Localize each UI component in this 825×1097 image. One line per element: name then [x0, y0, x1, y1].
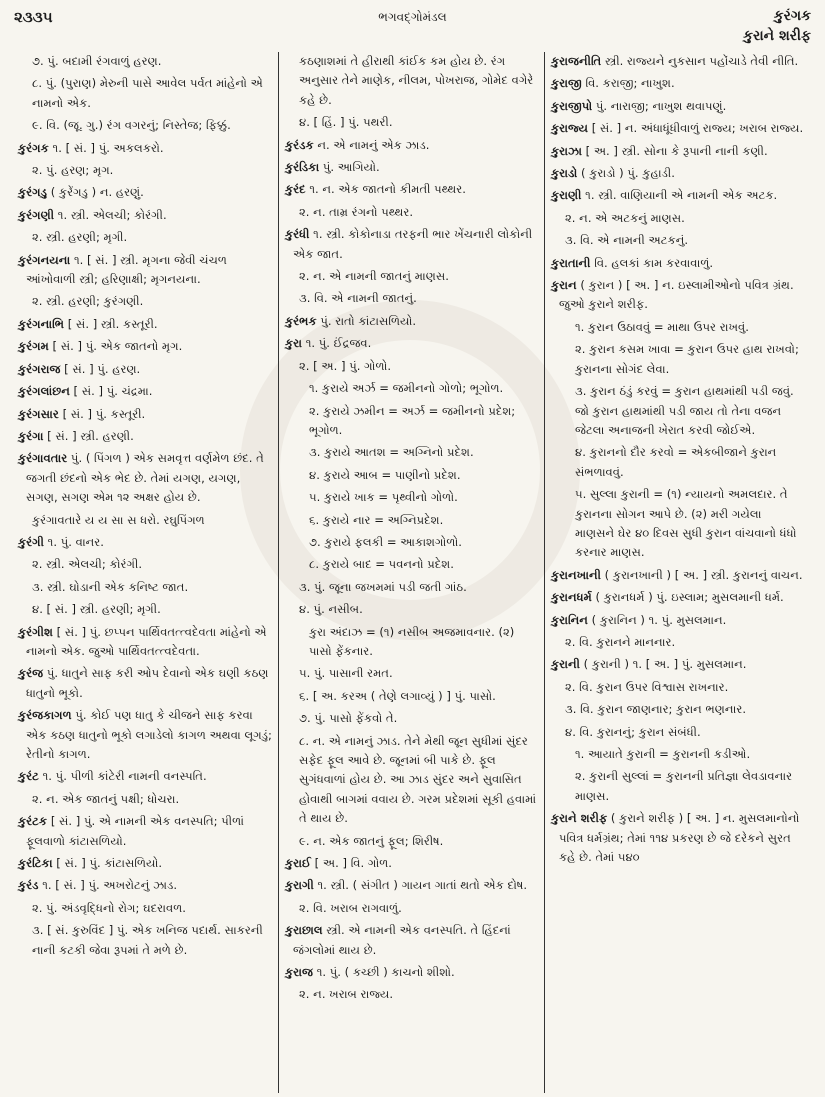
dictionary-entry — [18, 767, 272, 786]
dictionary-entry — [551, 745, 804, 764]
headword: કુરંગસાર — [18, 406, 59, 421]
headword: કુરા — [285, 336, 303, 351]
dictionary-entry — [551, 74, 804, 93]
definition-text: ( કુરાનખાની ) [ અ. ] સ્ત્રી. કુરાનનું વાચન. — [604, 567, 803, 582]
dictionary-entry — [285, 225, 538, 264]
definition-text: [ સં. ] પું. એક જાતનો મૃગ. — [52, 339, 183, 354]
definition-text: ૫. કુરાયે ખાક = પૃથ્વીનો ગોળો. — [309, 490, 458, 505]
dictionary-entry — [18, 533, 272, 552]
headword: કુરાતાની — [551, 255, 591, 270]
dictionary-entry — [551, 52, 804, 71]
definition-text: પું. ( પિંગળ ) એક સમવૃત્ત વર્ણમેળ છંદ. તે જગતી છંદનો એક ભેદ છે. તેમાં યગણ, યગણ, સગણ, સગણ એમ ૧૨ અક્ષર હોય છે. — [26, 451, 264, 505]
dictionary-entry — [18, 337, 272, 356]
definition-text: ૪. વિ. કુરાનનું; કુરાન સંબંધી. — [565, 724, 701, 739]
definition-text: ( કુરાન ) [ અ. ] ન. ઇસ્લામીઓનો પવિત્ર ગ્રંથ. જુઓ કુરાને શરીફ. — [559, 278, 794, 312]
definition-text: ૨. વિ. કુરાન ઉપર વિશ્વાસ રાખનાર. — [565, 679, 729, 694]
dictionary-entry — [551, 97, 804, 116]
dictionary-entry — [551, 588, 804, 607]
dictionary-entry — [285, 921, 538, 960]
definition-text: ૨. વિ. કુરાનને માનનાર. — [565, 634, 676, 649]
definition-text: ૧. સ્ત્રી. વાણિયાની એ નામની એક અટક. — [585, 188, 778, 203]
headword: કુરંગા — [18, 428, 44, 443]
page-header — [14, 6, 811, 50]
definition-text: ૧. સ્ત્રી. એલચી; કોરંગી. — [57, 207, 167, 222]
dictionary-entry — [285, 876, 538, 895]
definition-text: ૭. પું. પાસો ફેંકવો તે. — [299, 711, 398, 726]
dictionary-entry — [551, 633, 804, 652]
definition-text: [ સં. ] પું. એ નામની એક વનસ્પતિ; પીળાં ફૂલવાળો કાંટાસળિયો. — [26, 814, 244, 848]
guide-words — [743, 6, 811, 46]
definition-text: [ અ. ] સ્ત્રી. સોના કે રૂપાની નાની કણી. — [585, 143, 768, 158]
definition-text: કઠણાશમાં તે હીરાથી કાંઈક કમ હોય છે. રંગ અનુસાર તેને માણેક, નીલમ, પોખરાજ, ગોમેદ વગેરે કહે છે. — [299, 54, 534, 107]
dictionary-entry — [551, 723, 804, 742]
dictionary-entry — [285, 267, 538, 286]
definition-text: ૭. કુરાયે ફલકી = આકાશગોળો. — [309, 534, 462, 549]
headword: કુરંડ — [18, 878, 39, 893]
dictionary-entry — [18, 790, 272, 809]
definition-text: ૨. સ્ત્રી. હરણી; મૃગી. — [32, 230, 128, 245]
definition-text: ૩. કુરાન ઠંડું કરવું = કુરાન હાથમાંથી પડી જવું. જો કુરાન હાથમાંથી પડી જાય તો તેના વજન જેટલા અનાજની ખેરાત કરવી જોઈએ. — [575, 384, 794, 437]
definition-text: ( કુરેંગડુ ) ન. હરણું. — [50, 185, 144, 200]
dictionary-entry — [18, 292, 272, 311]
definition-text: ૨. સ્ત્રી. એલચી; કોરંગી. — [32, 557, 143, 572]
headword: કુરાનખાની — [551, 567, 601, 582]
dictionary-entry — [18, 555, 272, 574]
definition-text: ૪. પું. નસીબ. — [299, 602, 363, 617]
dictionary-entry — [18, 427, 272, 446]
definition-text: કુરંગાવતારે ય ય સા સ ધરો. રઘુપિંગળ — [32, 512, 205, 527]
dictionary-entry — [551, 655, 804, 674]
dictionary-entry — [285, 664, 538, 683]
dictionary-entry — [551, 767, 804, 806]
dictionary-entry — [551, 700, 804, 719]
headword: કુરાગી — [285, 878, 314, 893]
dictionary-entry — [285, 854, 538, 873]
definition-text: ૮. પું. (પુરાણ) મેરુની પાસે આવેલ પર્વત માંહેનો એ નામનો એક. — [32, 76, 263, 110]
definition-text: વિ. હલકાં કામ કરવાવાળું. — [594, 255, 714, 270]
headword: કુરંજ — [18, 666, 44, 681]
definition-text: ૧. કુરાન ઉઠાવવું = માથા ઉપર રાખવું. — [575, 319, 749, 334]
definition-text: ૧. [ સં. ] સ્ત્રી. મૃગના જેવી ચંચળ આંખોવાળી સ્ત્રી; હરિણાક્ષી; મૃગનયના. — [26, 252, 227, 287]
dictionary-entry — [285, 180, 538, 199]
headword: કુરંટિકા — [18, 856, 53, 871]
headword: કુરાજ્ય — [551, 121, 588, 136]
definition-text: સ્ત્રી. રાજ્યને નુકસાન પહોંચાડે તેવી નીતિ. — [604, 54, 799, 68]
headword: કુરંજકાગળ — [18, 708, 72, 723]
headword: કુરાણી — [551, 188, 582, 203]
dictionary-entry — [18, 183, 272, 202]
definition-text: ૨. સ્ત્રી. હરણી; કુરંગણી. — [32, 294, 144, 309]
definition-text: ૧. કુરાયે અર્ઝ = જમીનનો ગોળો; ભૂગોળ. — [309, 381, 504, 396]
headword: કુરાને શરીફ — [551, 811, 608, 826]
definition-text: કુરા અંદાઝ = (૧) નસીબ અજમાવનાર. (૨) પાસો ફેંકનાર. — [309, 624, 515, 658]
dictionary-entry — [285, 357, 538, 376]
dictionary-entry — [551, 809, 804, 867]
dictionary-entry — [18, 449, 272, 507]
definition-text: ૩. કુરાયે આતશ = અગ્નિનો પ્રદેશ. — [309, 445, 474, 460]
definition-text: [ સં. ] સ્ત્રી. કસ્તૂરી. — [67, 316, 158, 331]
definition-text: ૫. પું. પાસાની રમત. — [299, 666, 393, 681]
headword: કુરંટ — [18, 769, 39, 784]
page-number: ૨૩૩૫ — [14, 8, 53, 26]
headword: કુરંગડુ — [18, 185, 48, 200]
dictionary-entry — [551, 276, 804, 315]
dictionary-entry — [551, 678, 804, 697]
definition-text: ૨. પું. હરણ; મૃગ. — [32, 163, 114, 178]
dictionary-entry — [18, 251, 272, 290]
definition-text: પું. આગિયો. — [322, 160, 380, 175]
definition-text: ( કુરાનધર્મ ) પું. ઇસ્લામ; મુસલમાની ધર્મ. — [595, 590, 784, 605]
dictionary-entry — [285, 709, 538, 728]
column-2 — [278, 52, 544, 1093]
definition-text: ૩. પું. જૂના જખમમાં પડી જતી ગાંઠ. — [299, 579, 467, 594]
headword: કુરંગણી — [18, 207, 55, 222]
dictionary-entry — [18, 405, 272, 424]
dictionary-entry — [285, 623, 538, 662]
definition-text: ૭. પું. બદામી રંગવાળું હરણ. — [32, 54, 162, 68]
definition-text: ૨. ન. તામ્ર રંગનો પથ્થર. — [299, 204, 414, 219]
definition-text: ન. એ નામનું એક ઝાડ. — [317, 137, 430, 152]
dictionary-entry — [18, 812, 272, 851]
definition-text: ૧. પું. ( કચ્છી ) કાચનો શીશો. — [316, 965, 455, 980]
headword: કુરંગાવતાર — [18, 451, 68, 466]
dictionary-entry — [551, 231, 804, 250]
headword: કુરાનિન — [551, 612, 588, 627]
definition-text: ૨. વિ. ખરાબ રાગવાળું. — [299, 900, 402, 915]
definition-text: [ સં. ] પું. ચંદ્રમા. — [73, 384, 153, 399]
definition-text: ૧. [ સં. ] પું. અકલકરો. — [52, 140, 164, 155]
headword: કુરાની — [551, 657, 580, 672]
dictionary-entry — [18, 921, 272, 960]
dictionary-entry — [285, 52, 538, 110]
definition-text: [ સં. ] ન. અંધાધૂંધીવાળું રાજ્ય; ખરાબ રાજ્ય. — [591, 121, 804, 136]
definition-text: ( કુરાની ) ૧. [ અ. ] પું. મુસલમાન. — [583, 657, 747, 672]
definition-text: ૨. [ અ. ] પું. ગોળો. — [299, 358, 392, 373]
definition-text: ૨. ન. એ અટકનું માણસ. — [565, 210, 685, 225]
headword: કુરાજીપો — [551, 98, 593, 113]
definition-text: ૨. કુરાની સુલ્લાં = કુરાનની પ્રતિજ્ઞા લેવડાવનાર માણસ. — [575, 769, 793, 803]
definition-text: ૬. [ અ. કરઅ ( તેણે લગાવ્યું ) ] પું. પાસો. — [299, 688, 496, 703]
definition-text: ૮. ન. એ નામનું ઝાડ. તેને મેથી જૂન સુધીમાં સુંદર સફેદ ફૂલ આવે છે. જૂનમાં બી પાકે છે. ફૂલ સુગંધવાળાં હોય છે. આ ઝાડ સુંદર અને સુવાસિત હોવાથી બાગમાં વવાય છે. ગરમ પ્રદેશમાં સૂકી હવામાં તે થાય છે. — [299, 733, 537, 826]
dictionary-entry — [18, 74, 272, 113]
column-1 — [12, 52, 278, 1093]
dictionary-entry — [18, 876, 272, 895]
definition-text: ( કુરાડો ) પું. કુહાડી. — [580, 166, 675, 181]
dictionary-entry — [18, 899, 272, 918]
definition-text: [ સં. ] પું. છપ્પન પાર્થિવતત્ત્વદેવતા માંહેનો એ નામનો એક. જુઓ પાર્થિવતત્ત્વદેવતા. — [26, 624, 267, 658]
dictionary-entry — [285, 443, 538, 462]
dictionary-entry — [285, 203, 538, 222]
dictionary-entry — [551, 119, 804, 138]
dictionary-entry — [285, 578, 538, 597]
dictionary-entry — [285, 312, 538, 331]
definition-text: ૮. કુરાયે બાદ = પવનનો પ્રદેશ. — [309, 557, 454, 572]
definition-text: ૨. કુરાન કસમ ખાવા = કુરાન ઉપર હાથ રાખવો; કુરાનના સોગંદ લેવા. — [575, 342, 799, 376]
definition-text: ૧. પું. ઈંદ્રજવ. — [305, 336, 372, 351]
definition-text: ૨. ન. ખરાબ રાજ્ય. — [299, 987, 394, 1002]
dictionary-entry — [18, 578, 272, 597]
dictionary-entry — [285, 113, 538, 132]
definition-text: [ સં. ] પું. હરણ. — [64, 361, 141, 376]
dictionary-entry — [18, 52, 272, 71]
definition-text: ૧. પું. પીળી કાંટેરી નામની વનસ્પતિ. — [42, 769, 207, 784]
definition-text: સ્ત્રી. એ નામની એક વનસ્પતિ. તે હિંદનાં જંગલોમાં થાય છે. — [293, 923, 511, 957]
dictionary-entry — [18, 623, 272, 662]
headword: કુરંટક — [18, 814, 48, 829]
headword: કુરંગમ — [18, 339, 49, 354]
dictionary-entry — [285, 488, 538, 507]
definition-text: ૧. પું. વાનર. — [47, 534, 104, 549]
column-3 — [544, 52, 810, 1093]
headword: કુરાજી — [551, 76, 582, 91]
definition-text: પું. કોઈ પણ ધાતુ કે ચીજને સાફ કરવા એક કઠણ ધાતુનો ભૂકો લગાડેલો કાગળ અથવા લૂગડું; રેતીનો કાગળ. — [26, 708, 272, 761]
headword: કુરાઈ — [285, 856, 311, 871]
dictionary-entry — [285, 334, 538, 353]
definition-text: ૨. કુરાયે ઝમીન = અર્ઝ = જમીનનો પ્રદેશ; ભૂગોળ. — [309, 403, 516, 437]
dictionary-entry — [285, 289, 538, 308]
dictionary-entry — [551, 566, 804, 585]
definition-text: ૩. વિ. એ નામની જાતનું. — [299, 291, 417, 306]
definition-text: પું. ધાતુને સાફ કરી ઓપ દેવાનો એક ઘણી કઠણ ધાતુનો ભૂકો. — [26, 666, 269, 700]
dictionary-entry — [285, 600, 538, 619]
definition-text: [ સં. ] પું. કસ્તૂરી. — [62, 406, 146, 421]
dictionary-entry — [18, 161, 272, 180]
dictionary-entry — [551, 611, 804, 630]
definition-text: ૫. સુલ્લા કુરાની = (૧) ન્યાયનો અમલદાર. તે કુરાનના સોગન આપે છે. (૨) મરી ગયેલા માણસને ઘેર ૪૦ દિવસ સુધી કુરાન વાંચવાનો ધંધો કરનાર માણસ. — [575, 487, 797, 560]
definition-text: ( કુરાને શરીફ ) [ અ. ] ન. મુસલમાનોનો પવિત્ર ધર્મગ્રંથ; તેમાં ૧૧૪ પ્રકરણ છે જે દરેકને સુરત કહે છે. તેમાં ૫૪૦ — [559, 811, 800, 865]
definition-text: વિ. કરાજી; નાખુશ. — [585, 76, 675, 91]
definition-text: ૧. સ્ત્રી. ( સંગીત ) ગાયન ગાતાં થતો એક દોષ. — [317, 878, 528, 893]
dictionary-entry — [285, 466, 538, 485]
dictionary-entry — [551, 340, 804, 379]
headword: કુરંગક — [18, 140, 49, 155]
definition-text: ૯. ન. એક જાતનું ફૂલ; શિરીષ. — [299, 833, 444, 848]
dictionary-entry — [285, 379, 538, 398]
definition-text: ૪. [ સં. ] સ્ત્રી. હરણી; મૃગી. — [32, 602, 161, 617]
dictionary-entry — [285, 136, 538, 155]
headword: કુરંદ — [285, 182, 306, 197]
dictionary-entry — [551, 318, 804, 337]
definition-text: [ સં. ] સ્ત્રી. હરણી. — [47, 428, 134, 443]
dictionary-entry — [285, 985, 538, 1004]
dictionary-entry — [18, 360, 272, 379]
book-title: ભગવદ્ગોમંડલ — [378, 10, 447, 24]
definition-text: ૪. [ હિં. ] પું. પથરી. — [299, 115, 393, 130]
definition-text: પું. રાતો કાંટાસળિયો. — [320, 313, 417, 328]
dictionary-entry — [551, 186, 804, 205]
headword: કુરંભક — [285, 313, 317, 328]
dictionary-entry — [551, 142, 804, 161]
dictionary-entry — [18, 228, 272, 247]
definition-text: ૩. સ્ત્રી. ઘોડાની એક કનિષ્ટ જાત. — [32, 579, 189, 594]
dictionary-entry — [18, 206, 272, 225]
headword: કુરંગલાંછન — [18, 384, 70, 399]
definition-text: ૧. ન. એક જાતનો કીમતી પથ્થર. — [309, 182, 466, 197]
dictionary-entry — [18, 600, 272, 619]
definition-text: ૩. વિ. કુરાન જાણનાર; કુરાન ભણનાર. — [565, 702, 747, 717]
dictionary-entry — [285, 732, 538, 829]
definition-text: ૩. [ સં. કુરુવિંદ ] પું. એક ખનિજ પદાર્થ. સાકરની નાની કટકી જેવા રૂપમાં તે મળે છે. — [32, 923, 263, 957]
dictionary-entry — [285, 963, 538, 982]
definition-text: ( કુરાનિન ) ૧. પું. મુસલમાન. — [591, 612, 727, 627]
dictionary-entry — [18, 315, 272, 334]
dictionary-entry — [285, 158, 538, 177]
definition-text: ૬. કુરાયે નાર = અગ્નિપ્રદેશ. — [309, 512, 444, 527]
dictionary-entry — [285, 511, 538, 530]
dictionary-entry — [285, 555, 538, 574]
dictionary-entry — [285, 687, 538, 706]
headword: કુરાછાલ — [285, 923, 323, 938]
guide-word-last: કુરાને શરીફ — [743, 28, 811, 44]
dictionary-entry — [18, 511, 272, 530]
dictionary-entry — [18, 664, 272, 703]
definition-text: ૧. [ સં. ] પું. અખરોટનું ઝાડ. — [42, 878, 178, 893]
dictionary-entry — [285, 832, 538, 851]
dictionary-entry — [551, 382, 804, 440]
dictionary-entry — [551, 443, 804, 482]
headword: કુરંગનયના — [18, 252, 71, 267]
dictionary-entry — [18, 706, 272, 764]
definition-text: ૯. વિ. (જૂ. ગુ.) રંગ વગરનું; નિસ્તેજ; ફિક્કું. — [32, 118, 231, 133]
definition-text: ૩. વિ. એ નામની અટકનું. — [565, 233, 689, 248]
definition-text: ૪. કુરાયે આબ = પાણીનો પ્રદેશ. — [309, 467, 461, 482]
definition-text: ૨. ન. એ નામની જાતનું માણસ. — [299, 269, 449, 284]
definition-text: ૨. ન. એક જાતનું પક્ષી; ધોચરા. — [32, 791, 180, 806]
dictionary-entry — [18, 382, 272, 401]
dictionary-entry — [285, 533, 538, 552]
headword: કુરંગી — [18, 534, 44, 549]
headword: કુરંગીશ — [18, 624, 53, 639]
dictionary-entry — [18, 116, 272, 135]
dictionary-columns — [12, 52, 815, 1093]
headword: કુરંગરાજ — [18, 361, 61, 376]
definition-text: ૨. પું. અંડવૃદ્ધિનો રોગ; ઘદરાવળ. — [32, 900, 186, 915]
dictionary-entry — [18, 139, 272, 158]
headword: કુરાજનીતિ — [551, 54, 602, 68]
guide-word-first: કુરંગક — [773, 8, 811, 24]
definition-text: ૧. સ્ત્રી. કોકોનાડા તરફની ભાર ખેંચનારી લોકોની એક જાત. — [293, 227, 533, 261]
dictionary-entry — [551, 164, 804, 183]
headword: કુરાનધર્મ — [551, 590, 592, 605]
dictionary-entry — [551, 254, 804, 273]
headword: કુરાડો — [551, 166, 578, 181]
headword: કુરંગનાભિ — [18, 316, 65, 331]
dictionary-entry — [285, 402, 538, 441]
definition-text: [ અ. ] વિ. ગોળ. — [314, 856, 392, 871]
headword: કુરાજ — [285, 965, 313, 980]
definition-text: [ સં. ] પું. કાંટાસળિયો. — [56, 856, 163, 871]
definition-text: પું. નારાજી; નાખુશ થવાપણું. — [595, 98, 727, 113]
dictionary-entry — [551, 209, 804, 228]
headword: કુરાઝા — [551, 143, 582, 158]
dictionary-entry — [551, 485, 804, 563]
definition-text: ૧. આયાતે કુરાની = કુરાનની કડીઓ. — [575, 747, 751, 761]
headword: કુરાન — [551, 278, 577, 293]
headword: કુરંડક — [285, 137, 314, 152]
dictionary-entry — [285, 899, 538, 918]
definition-text: ૪. કુરાનનો દૌર કરવો = એકબીજાને કુરાન સંભળાવવું. — [575, 445, 777, 479]
headword: કુરંધી — [285, 227, 310, 242]
headword: કુરંડિકા — [285, 160, 320, 175]
dictionary-entry — [18, 854, 272, 873]
